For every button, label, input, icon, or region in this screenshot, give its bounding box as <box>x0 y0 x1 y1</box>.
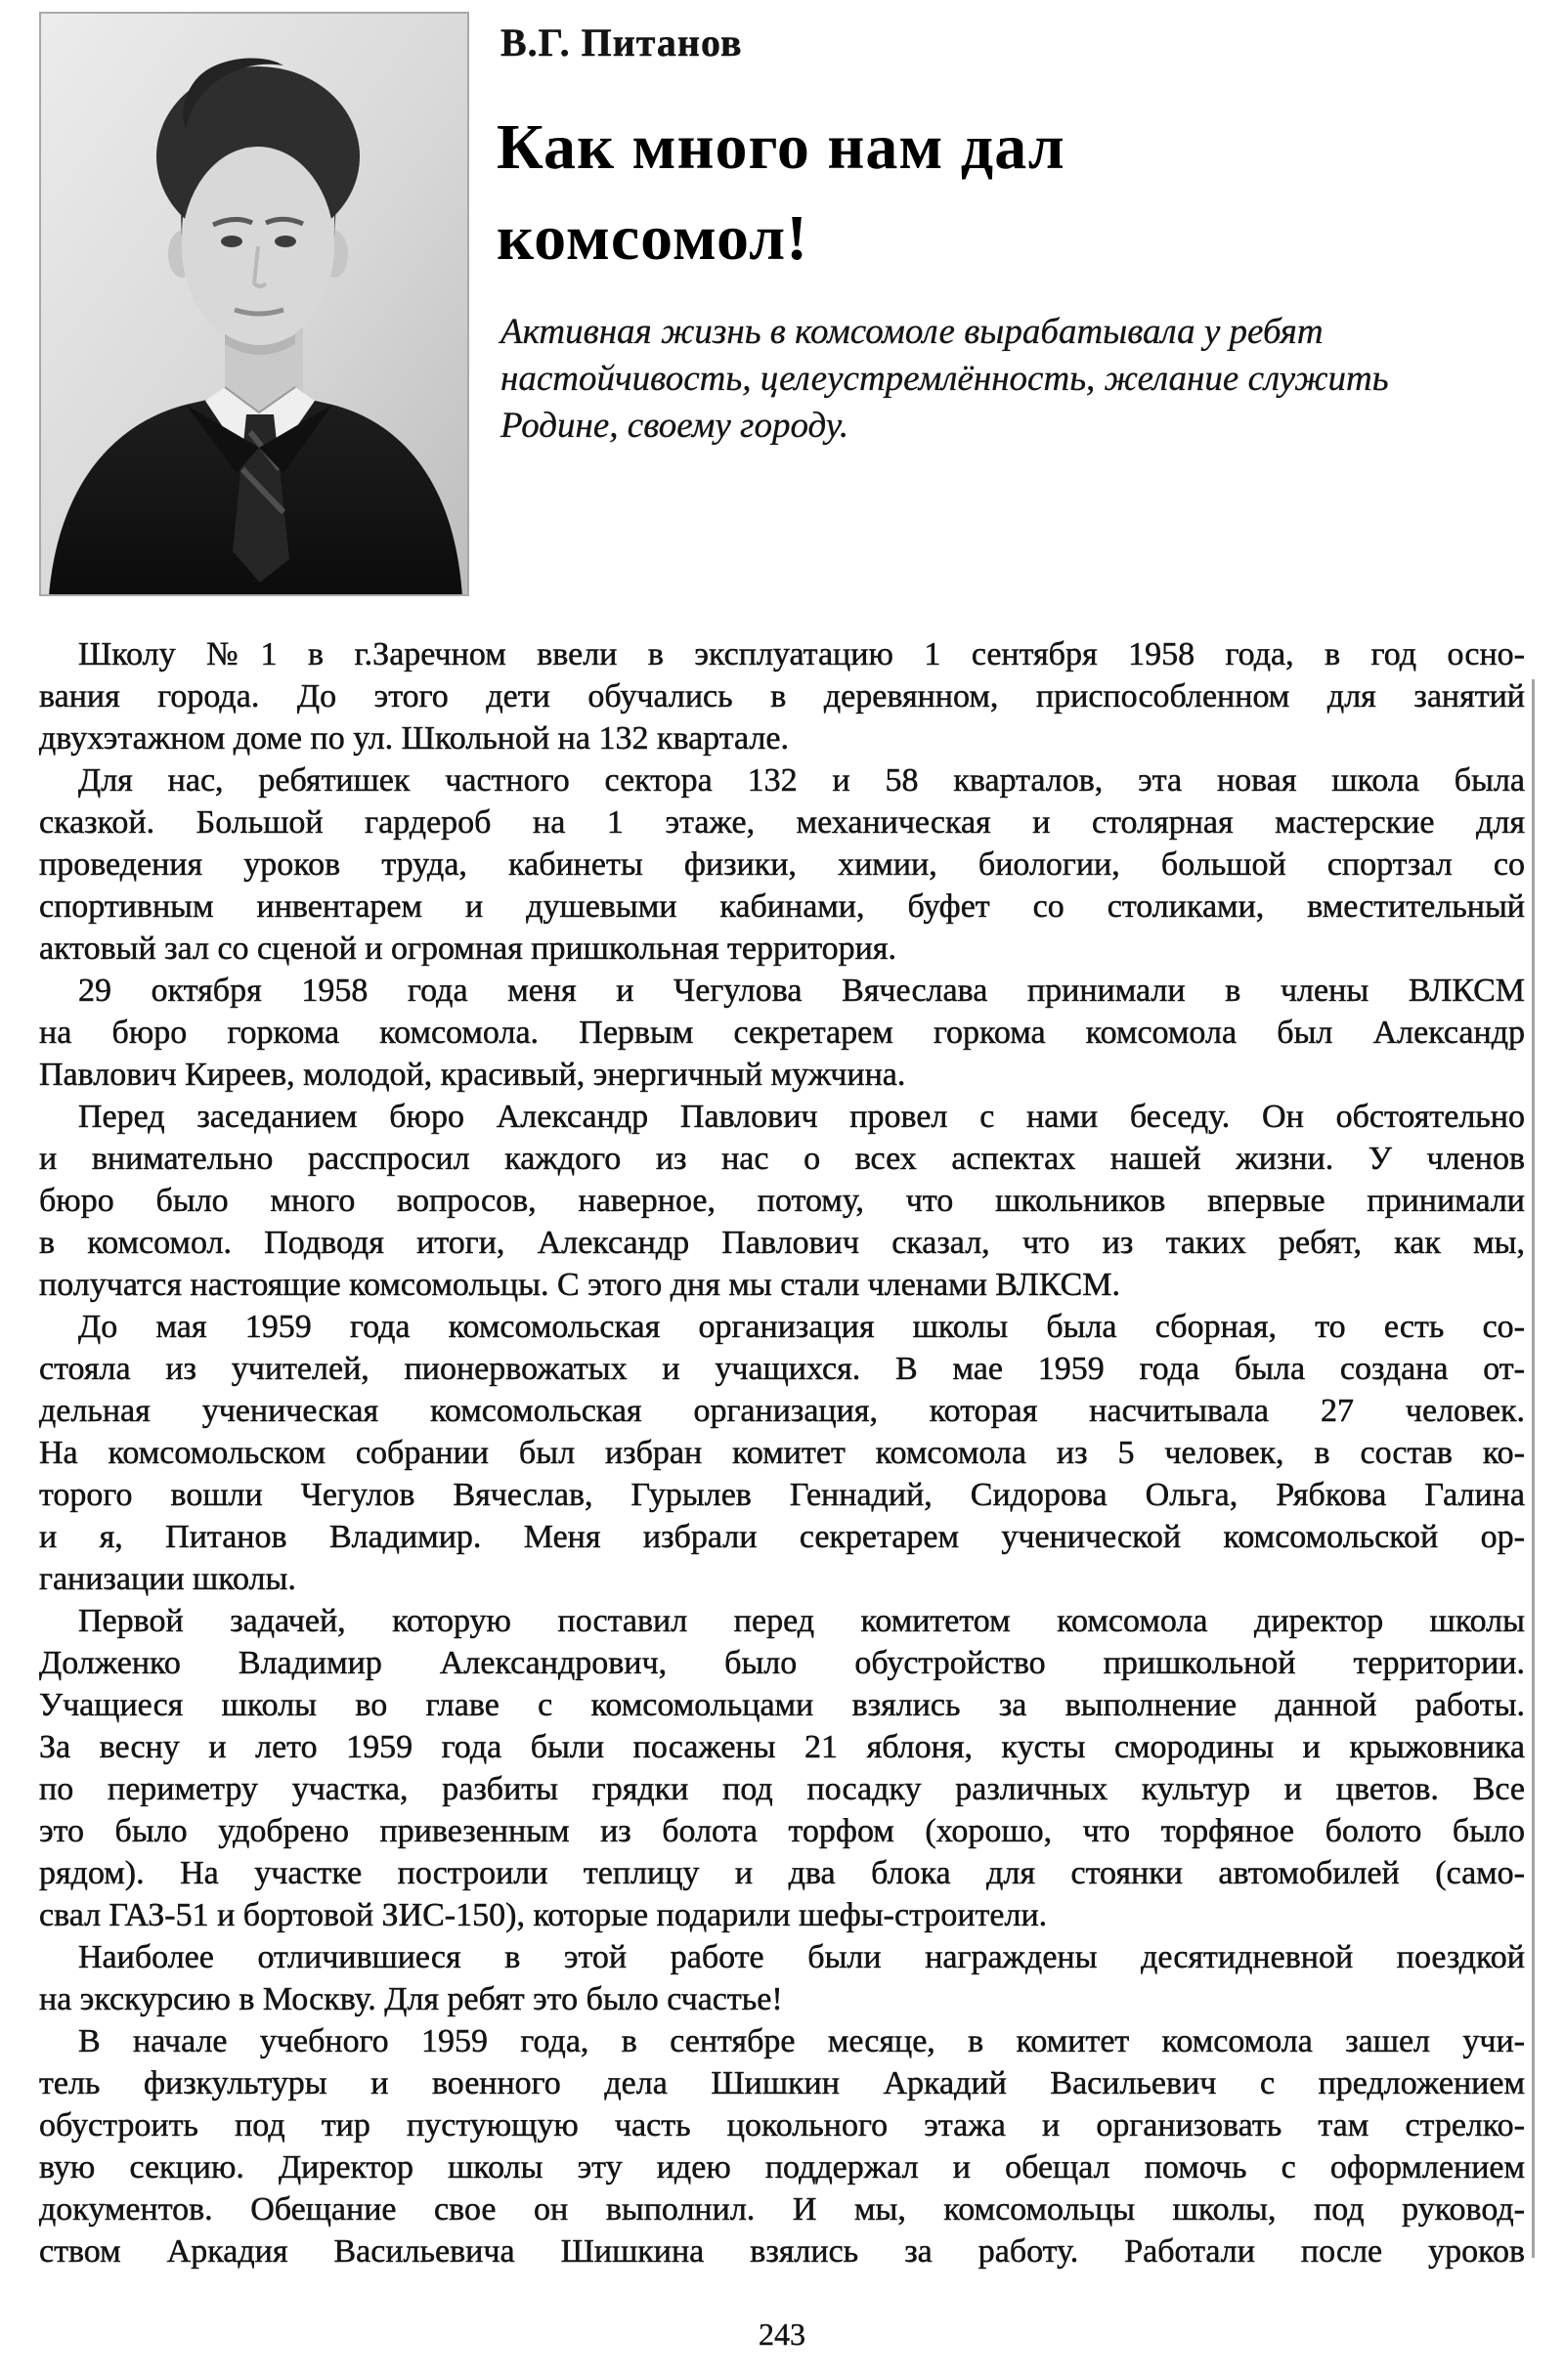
body-line: вания города. До этого дети обучались в деревянном, приспособленном для занятий <box>39 678 1525 714</box>
body-line: Наиболее отличившиеся в этой работе были награждены десятидневной поездкой <box>78 1939 1525 1975</box>
epigraph-line: настойчивость, целеустремлённость, желание служить <box>500 359 1389 399</box>
body-line: двухэтажном доме по ул. Школьной на 132 квартале. <box>39 720 789 757</box>
scan-edge-line <box>1532 679 1535 2258</box>
body-line: на экскурсию в Москву. Для ребят это было счастье! <box>39 1981 783 2017</box>
body-line: проведения уроков труда, кабинеты физики, химии, биологии, большой спортзал со <box>39 846 1525 883</box>
author-name: В.Г. Питанов <box>500 21 743 65</box>
epigraph <box>500 309 1389 450</box>
body-line: Павлович Киреев, молодой, красивый, энергичный мужчина. <box>39 1057 906 1093</box>
article-title <box>497 102 1065 283</box>
body-line: документов. Обещание свое он выполнил. И мы, комсомольцы школы, под руковод- <box>39 2191 1525 2228</box>
body-line: и я, Питанов Владимир. Меня избрали секретарем ученической комсомольской ор- <box>39 1519 1525 1555</box>
body-line: и внимательно расспросил каждого из нас о всех аспектах нашей жизни. У членов <box>39 1141 1525 1177</box>
body-line: спортивным инвентарем и душевыми кабинами, буфет со столиками, вместительный <box>39 888 1525 925</box>
body-line: актовый зал со сценой и огромная пришкольная территория. <box>39 930 896 967</box>
body-line: обустроить под тир пустующую часть цокольного этажа и организовать там стрелко- <box>39 2107 1525 2143</box>
body-line: ством Аркадия Васильевича Шишкина взялись за работу. Работали после уроков <box>39 2233 1525 2270</box>
portrait-photo-image <box>39 12 469 596</box>
body-line: по периметру участка, разбиты грядки под посадку различных культур и цветов. Все <box>39 1771 1525 1807</box>
title-line-1: Как много нам дал <box>497 111 1065 183</box>
body-line: Учащиеся школы во главе с комсомольцами взялись за выполнение данной работы. <box>39 1687 1525 1723</box>
body-line: в комсомол. Подводя итоги, Александр Павлович сказал, что из таких ребят, как мы, <box>39 1225 1525 1261</box>
body-line: на бюро горкома комсомола. Первым секретарем горкома комсомола был Александр <box>39 1015 1525 1051</box>
title-line-2: комсомол! <box>497 202 809 274</box>
body-line: За весну и лето 1959 года были посажены 21 яблоня, кусты смородины и крыжовника <box>39 1729 1525 1765</box>
body-line: ганизации школы. <box>39 1561 296 1597</box>
body-line: дельная ученическая комсомольская организация, которая насчитывала 27 человек. <box>39 1393 1525 1429</box>
body-line: свал ГАЗ-51 и бортовой ЗИС-150), которые подарили шефы-строители. <box>39 1897 1048 1933</box>
body-line: 29 октября 1958 года меня и Чегулова Вячеслава принимали в члены ВЛКСМ <box>78 973 1525 1009</box>
body-line: рядом). На участке построили теплицу и два блока для стоянки автомобилей (само- <box>39 1855 1525 1891</box>
body-line: Школу №1 в г.Заречном ввели в эксплуатацию 1 сентября 1958 года, в год осно- <box>78 636 1525 672</box>
body-line: На комсомольском собрании был избран комитет комсомола из 5 человек, в состав ко- <box>39 1435 1525 1471</box>
body-line: стояла из учителей, пионервожатых и учащихся. В мае 1959 года была создана от- <box>39 1351 1525 1387</box>
body-line: бюро было много вопросов, наверное, потому, что школьников впервые принимали <box>39 1183 1525 1219</box>
body-line: Для нас, ребятишек частного сектора 132 и 58 кварталов, эта новая школа была <box>78 762 1525 799</box>
body-line: вую секцию. Директор школы эту идею поддержал и обещал помочь с оформлением <box>39 2149 1525 2185</box>
body-line: Долженко Владимир Александрович, было обустройство пришкольной территории. <box>39 1645 1525 1681</box>
body-line: торого вошли Чегулов Вячеслав, Гурылев Геннадий, Сидорова Ольга, Рябкова Галина <box>39 1477 1525 1513</box>
body-line: В начале учебного 1959 года, в сентябре месяце, в комитет комсомола зашел учи- <box>78 2023 1525 2059</box>
body-line: тель физкультуры и военного дела Шишкин Аркадий Васильевич с предложением <box>39 2065 1525 2101</box>
body-line: До мая 1959 года комсомольская организация школы была сборная, то есть со- <box>78 1309 1525 1345</box>
body-text <box>39 633 1525 2272</box>
body-line: Перед заседанием бюро Александр Павлович провел с нами беседу. Он обстоятельно <box>78 1099 1525 1135</box>
epigraph-line: Родине, своему городу. <box>500 406 849 446</box>
portrait-photo <box>39 12 469 596</box>
body-line: получатся настоящие комсомольцы. С этого дня мы стали членами ВЛКСМ. <box>39 1267 1120 1303</box>
body-line: Первой задачей, которую поставил перед комитетом комсомола директор школы <box>78 1603 1525 1639</box>
body-line: это было удобрено привезенным из болота торфом (хорошо, что торфяное болото было <box>39 1813 1525 1849</box>
page-number: 243 <box>759 2316 805 2352</box>
body-line: сказкой. Большой гардероб на 1 этаже, механическая и столярная мастерские для <box>39 804 1525 841</box>
epigraph-line: Активная жизнь в комсомоле вырабатывала у ребят <box>500 312 1324 352</box>
